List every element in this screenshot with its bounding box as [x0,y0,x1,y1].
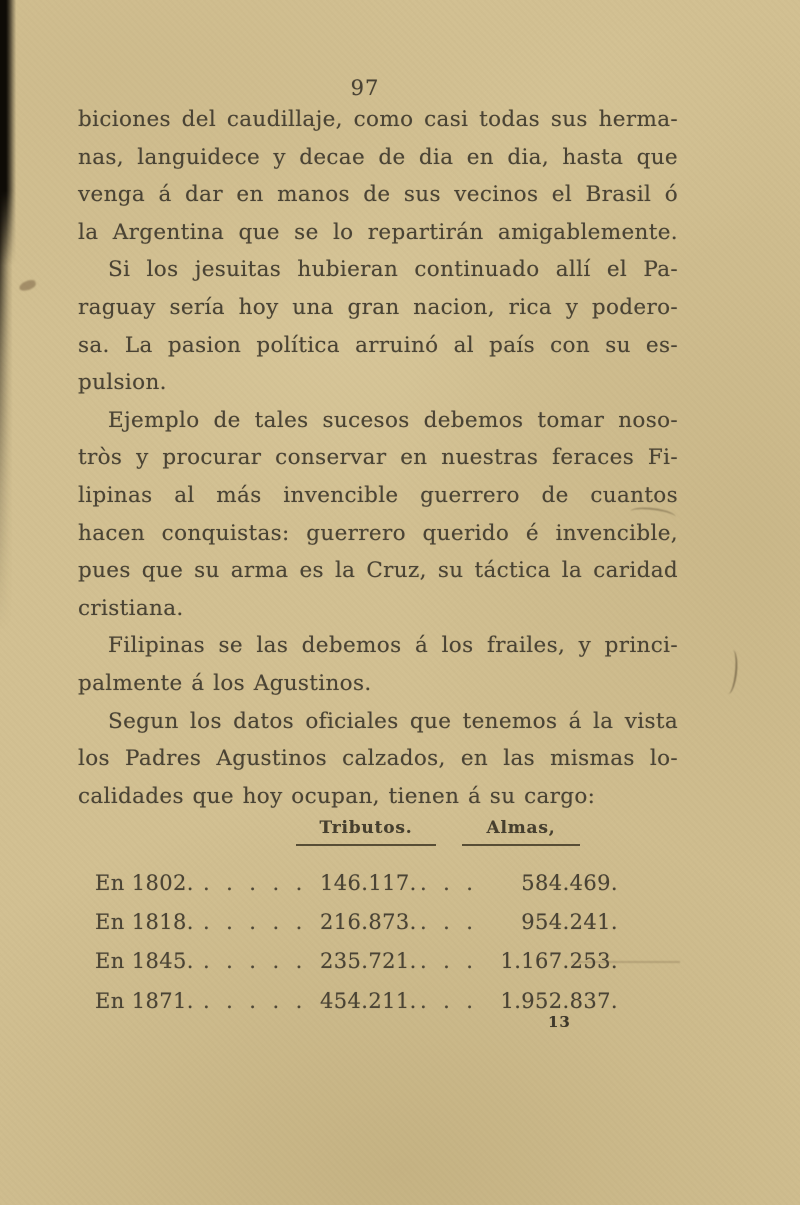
ink-smudge [18,279,37,293]
year-cell: En 1818. [95,910,194,935]
text-line: pues que su arma es la Cruz, su táctica la caridad [78,558,678,584]
dot-leader: . . . [420,988,474,1013]
text-line: Filipinas se las debemos á los frailes, y princi- [108,633,678,659]
dot-leader: . . . [420,871,474,895]
year-cell: En 1871. [95,988,194,1013]
tributos-cell: 146.117. [320,871,417,895]
text-line: Ejemplo de tales sucesos debemos tomar noso- [108,407,678,433]
text-line: cristiana. [78,595,184,621]
text-line: la Argentina que se lo repartirán amigablemente. [78,219,678,245]
text-line: calidades que hoy ocupan, tienen á su cargo: [78,783,596,809]
almas-cell: 1.952.837. [500,988,618,1013]
pen-mark [722,649,740,694]
scan-edge-shadow-top [0,0,17,265]
dot-leader: . . . [420,910,474,935]
text-line: raguay sería hoy una gran nacion, rica y podero- [78,294,678,320]
body-text [78,101,678,815]
text-line: venga á dar en manos de sus vecinos el Brasil ó [78,182,678,208]
text-line: biciones del caudillaje, como casi todas sus herma- [78,107,678,132]
almas-cell: 954.241. [521,910,618,935]
year-cell: En 1802. [95,871,194,895]
table-row [95,903,655,942]
table-header-row [0,818,800,854]
text-line: palmente á los Agustinos. [78,670,372,696]
text-line: los Padres Agustinos calzados, en las mismas lo- [78,746,678,772]
tribute-table [95,864,655,1021]
text-line: pulsion. [78,370,167,396]
column-header-almas: Almas, [462,818,580,846]
text-line: Segun los datos oficiales que tenemos á la vista [108,708,678,734]
column-header-tributos: Tributos. [296,818,436,846]
text-line: sa. La pasion política arruinó al país con su es- [78,332,678,358]
signature-mark: 13 [548,1013,571,1031]
text-line: lipinas al más invencible guerrero de cuantos [78,482,678,508]
almas-cell: 1.167.253. [500,949,618,974]
dot-leader: . . . . . [203,949,303,974]
page-number: 97 [350,76,380,100]
dot-leader: . . . . . [203,871,303,895]
text-line: Si los jesuitas hubieran continuado allí el Pa- [108,257,678,283]
table-row [95,864,655,903]
almas-cell: 584.469. [521,871,618,895]
dot-leader: . . . . . [203,988,303,1013]
dot-leader: . . . . . [203,910,303,935]
text-line: tròs y procurar conservar en nuestras feraces Fi- [78,445,678,471]
text-line: nas, languidece y decae de dia en dia, hasta que [78,144,678,170]
tributos-cell: 454.211. [320,988,417,1013]
table-row [95,982,655,1021]
text-line: hacen conquistas: guerrero querido é invencible, [78,520,678,546]
dot-leader: . . . [420,949,474,974]
year-cell: En 1845. [95,949,194,974]
tributos-cell: 216.873. [320,910,417,935]
table-row [95,942,655,981]
tributos-cell: 235.721. [320,949,417,974]
